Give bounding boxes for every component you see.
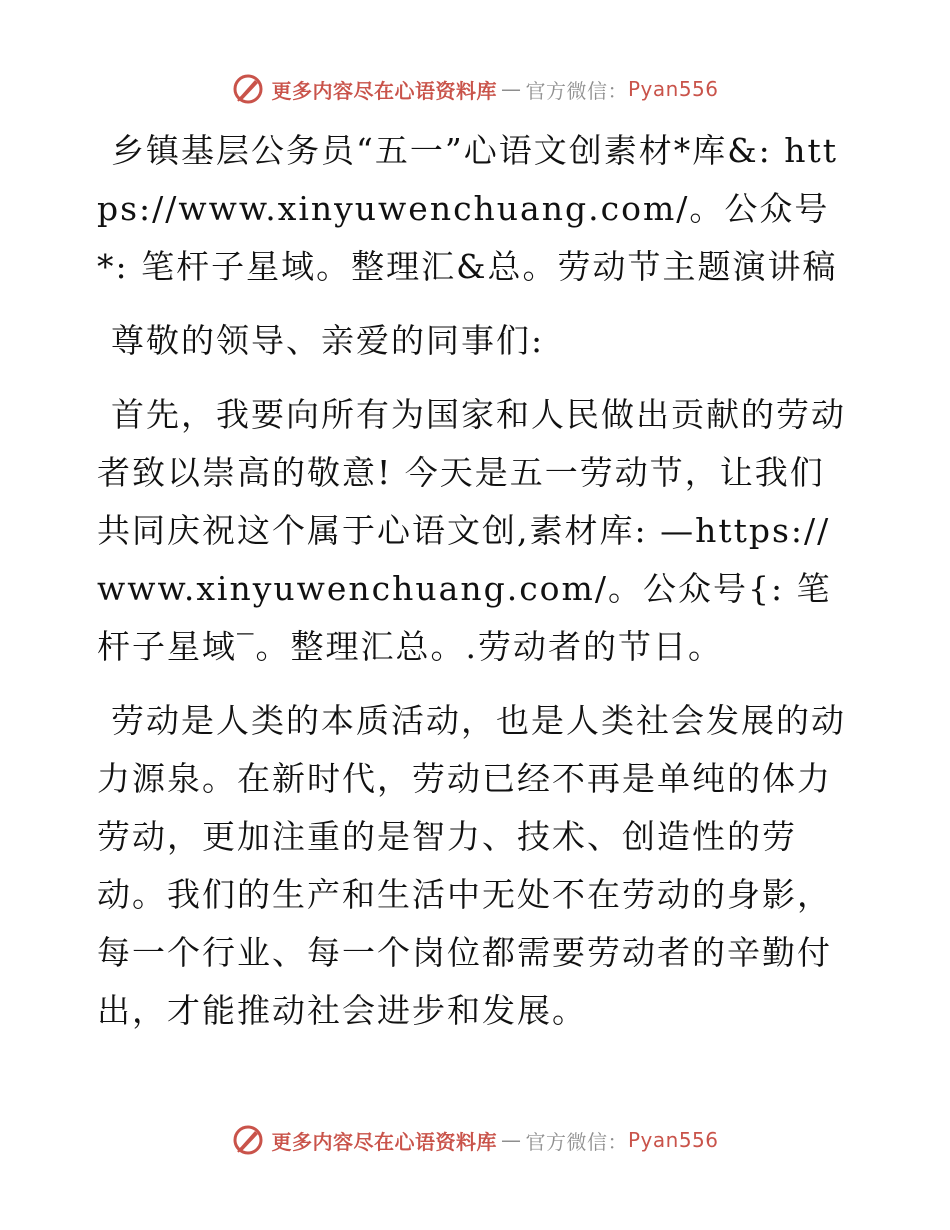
paragraph-labor-essence: 劳动是人类的本质活动，也是人类社会发展的动力源泉。在新时代，劳动已经不再是单纯的体力劳动，更加注重的是智力、技术、创造性的劳动。我们的生产和生活中无处不在劳动的身影，每一个行业、每一个岗位都需要劳动者的辛勤付出，才能推动社会进步和发展。: [97, 701, 846, 1030]
banner-dash: —: [500, 1128, 522, 1152]
banner-wechat-id: Pyan556: [627, 1128, 719, 1152]
paragraph-greeting: 尊敬的领导、亲爱的同事们:: [111, 321, 545, 360]
banner-dash: —: [500, 77, 522, 101]
footer-watermark-banner: [0, 1120, 950, 1160]
banner-wechat-id: Pyan556: [627, 77, 719, 101]
banner-sub-text: 官方微信：: [525, 1129, 628, 1154]
paragraph-opening: 首先，我要向所有为国家和人民做出贡献的劳动者致以崇高的敬意! 今天是五一劳动节，让我们共同庆祝这个属于心语文创,素材库: —https:// www.xinyuwenchuang.com/。公众号{: 笔杆子星域‾。整理汇总。.劳动者的节日。: [97, 395, 846, 666]
quill-logo-icon: [231, 72, 265, 106]
banner-main-text: 更多内容尽在心语资料库: [271, 1129, 497, 1154]
paragraph-title: 乡镇基层公务员“五一”心语文创素材*库&: https://www.xinyuwenchuang.com/。公众号*: 笔杆子星域。整理汇&总。劳动节主题演讲稿: [97, 131, 838, 286]
quill-logo-icon: [231, 1123, 265, 1157]
document-body: [97, 122, 857, 1056]
header-watermark-banner: [0, 69, 950, 109]
banner-sub-text: 官方微信：: [525, 78, 628, 103]
banner-main-text: 更多内容尽在心语资料库: [271, 78, 497, 103]
